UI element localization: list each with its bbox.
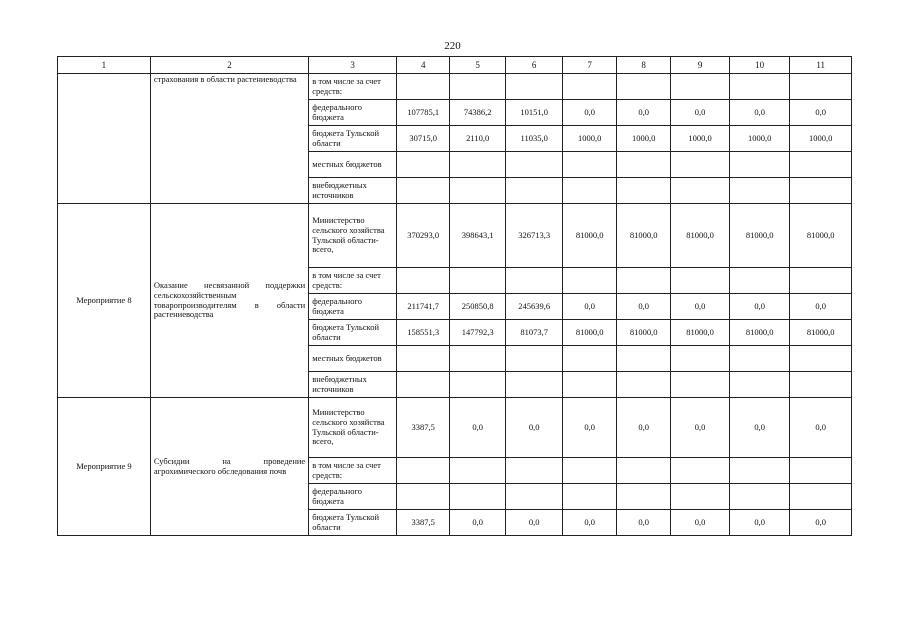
value-cell [729, 484, 790, 510]
value-cell: 0,0 [563, 398, 616, 458]
value-cell: 81000,0 [616, 204, 670, 268]
value-cell [396, 346, 449, 372]
funding-source-cell: федерального бюджета [309, 294, 397, 320]
funding-source-cell: в том числе за счет средств: [309, 268, 397, 294]
value-cell [450, 346, 505, 372]
value-cell [505, 268, 563, 294]
value-cell [671, 268, 730, 294]
header-cell: 10 [729, 57, 790, 74]
value-cell [790, 484, 852, 510]
value-cell [396, 268, 449, 294]
funding-source-cell: федерального бюджета [309, 484, 397, 510]
value-cell: 0,0 [450, 398, 505, 458]
funding-source-cell: местных бюджетов [309, 346, 397, 372]
funding-source-cell: в том числе за счет средств: [309, 458, 397, 484]
value-cell: 370293,0 [396, 204, 449, 268]
header-cell: 5 [450, 57, 505, 74]
value-cell: 0,0 [563, 294, 616, 320]
value-cell [505, 74, 563, 100]
value-cell [729, 178, 790, 204]
value-cell [671, 346, 730, 372]
value-cell: 0,0 [729, 398, 790, 458]
budget-table [57, 56, 852, 536]
page-number: 220 [444, 40, 461, 52]
header-cell: 2 [150, 57, 308, 74]
measure-title-cell: Оказание несвязанной поддержки сельскохозяйственным товаропроизводителям в области растениеводства [150, 204, 308, 398]
value-cell [616, 346, 670, 372]
value-cell [563, 346, 616, 372]
value-cell: 0,0 [729, 294, 790, 320]
value-cell [505, 178, 563, 204]
value-cell: 245639,6 [505, 294, 563, 320]
value-cell [616, 152, 670, 178]
header-row [58, 57, 852, 74]
value-cell: 158551,3 [396, 320, 449, 346]
value-cell [729, 268, 790, 294]
value-cell: 0,0 [790, 398, 852, 458]
value-cell [790, 346, 852, 372]
value-cell: 30715,0 [396, 126, 449, 152]
header-cell: 1 [58, 57, 151, 74]
value-cell [563, 484, 616, 510]
value-cell: 1000,0 [790, 126, 852, 152]
value-cell: 0,0 [450, 510, 505, 536]
value-cell [505, 458, 563, 484]
value-cell [729, 458, 790, 484]
value-cell: 147792,3 [450, 320, 505, 346]
value-cell: 81000,0 [563, 320, 616, 346]
value-cell: 74386,2 [450, 100, 505, 126]
value-cell [671, 74, 730, 100]
measure-cell [58, 74, 151, 204]
value-cell [563, 458, 616, 484]
measure-cell: Мероприятие 9 [58, 398, 151, 536]
value-cell: 81000,0 [790, 320, 852, 346]
value-cell: 0,0 [671, 510, 730, 536]
value-cell: 11035,0 [505, 126, 563, 152]
value-cell: 0,0 [563, 510, 616, 536]
value-cell: 211741,7 [396, 294, 449, 320]
value-cell: 1000,0 [563, 126, 616, 152]
value-cell: 81000,0 [790, 204, 852, 268]
measure-title-cell: Субсидии на проведение агрохимического обследования почв [150, 398, 308, 536]
value-cell: 0,0 [616, 100, 670, 126]
value-cell: 3387,5 [396, 510, 449, 536]
value-cell: 1000,0 [671, 126, 730, 152]
value-cell [505, 372, 563, 398]
value-cell [671, 484, 730, 510]
value-cell: 0,0 [671, 100, 730, 126]
value-cell [616, 484, 670, 510]
value-cell [616, 74, 670, 100]
value-cell [450, 268, 505, 294]
value-cell: 2110,0 [450, 126, 505, 152]
value-cell [671, 372, 730, 398]
value-cell [616, 372, 670, 398]
value-cell [396, 484, 449, 510]
value-cell: 326713,3 [505, 204, 563, 268]
value-cell [790, 372, 852, 398]
table-row [58, 74, 852, 100]
value-cell: 10151,0 [505, 100, 563, 126]
value-cell: 398643,1 [450, 204, 505, 268]
value-cell: 81000,0 [616, 320, 670, 346]
value-cell [563, 372, 616, 398]
measure-title-cell: страхования в области растениеводства [150, 74, 308, 204]
funding-source-cell: в том числе за счет средств: [309, 74, 397, 100]
value-cell [450, 152, 505, 178]
value-cell [729, 372, 790, 398]
value-cell [729, 152, 790, 178]
measure-cell: Мероприятие 8 [58, 204, 151, 398]
value-cell [563, 178, 616, 204]
table-row [58, 398, 852, 458]
value-cell [671, 152, 730, 178]
value-cell: 0,0 [729, 510, 790, 536]
value-cell [563, 152, 616, 178]
header-cell: 3 [309, 57, 397, 74]
value-cell [790, 74, 852, 100]
funding-source-cell: федерального бюджета [309, 100, 397, 126]
value-cell [790, 152, 852, 178]
value-cell: 0,0 [616, 398, 670, 458]
value-cell [450, 484, 505, 510]
value-cell [505, 152, 563, 178]
value-cell [450, 372, 505, 398]
value-cell [729, 74, 790, 100]
funding-source-cell: местных бюджетов [309, 152, 397, 178]
value-cell [505, 484, 563, 510]
value-cell: 0,0 [729, 100, 790, 126]
funding-source-cell: бюджета Тульской области [309, 126, 397, 152]
value-cell [396, 152, 449, 178]
value-cell [505, 346, 563, 372]
value-cell [396, 458, 449, 484]
header-cell: 4 [396, 57, 449, 74]
value-cell: 0,0 [790, 510, 852, 536]
table-row [58, 204, 852, 268]
value-cell [729, 346, 790, 372]
value-cell [616, 178, 670, 204]
value-cell [396, 372, 449, 398]
value-cell: 0,0 [563, 100, 616, 126]
value-cell [563, 268, 616, 294]
value-cell: 0,0 [671, 294, 730, 320]
header-cell: 11 [790, 57, 852, 74]
header-cell: 9 [671, 57, 730, 74]
value-cell [396, 74, 449, 100]
value-cell: 0,0 [790, 100, 852, 126]
value-cell [790, 458, 852, 484]
value-cell: 0,0 [790, 294, 852, 320]
value-cell [671, 458, 730, 484]
funding-source-cell: Министерство сельского хозяйства Тульской области-всего, [309, 398, 397, 458]
funding-source-cell: бюджета Тульской области [309, 510, 397, 536]
value-cell: 1000,0 [616, 126, 670, 152]
value-cell: 107785,1 [396, 100, 449, 126]
value-cell [396, 178, 449, 204]
value-cell: 81000,0 [563, 204, 616, 268]
header-cell: 6 [505, 57, 563, 74]
value-cell [563, 74, 616, 100]
value-cell: 3387,5 [396, 398, 449, 458]
value-cell [450, 74, 505, 100]
value-cell: 0,0 [616, 294, 670, 320]
value-cell: 0,0 [505, 510, 563, 536]
funding-source-cell: внебюджетных источников [309, 178, 397, 204]
value-cell: 0,0 [505, 398, 563, 458]
funding-source-cell: бюджета Тульской области [309, 320, 397, 346]
header-cell: 8 [616, 57, 670, 74]
value-cell: 81000,0 [671, 320, 730, 346]
value-cell [790, 178, 852, 204]
value-cell [450, 458, 505, 484]
header-cell: 7 [563, 57, 616, 74]
value-cell: 0,0 [671, 398, 730, 458]
value-cell: 81073,7 [505, 320, 563, 346]
value-cell: 81000,0 [671, 204, 730, 268]
funding-source-cell: внебюджетных источников [309, 372, 397, 398]
value-cell: 81000,0 [729, 204, 790, 268]
value-cell [671, 178, 730, 204]
value-cell: 0,0 [616, 510, 670, 536]
value-cell [616, 268, 670, 294]
value-cell: 1000,0 [729, 126, 790, 152]
value-cell: 81000,0 [729, 320, 790, 346]
value-cell [616, 458, 670, 484]
funding-source-cell: Министерство сельского хозяйства Тульской области-всего, [309, 204, 397, 268]
value-cell: 250850,8 [450, 294, 505, 320]
value-cell [450, 178, 505, 204]
value-cell [790, 268, 852, 294]
